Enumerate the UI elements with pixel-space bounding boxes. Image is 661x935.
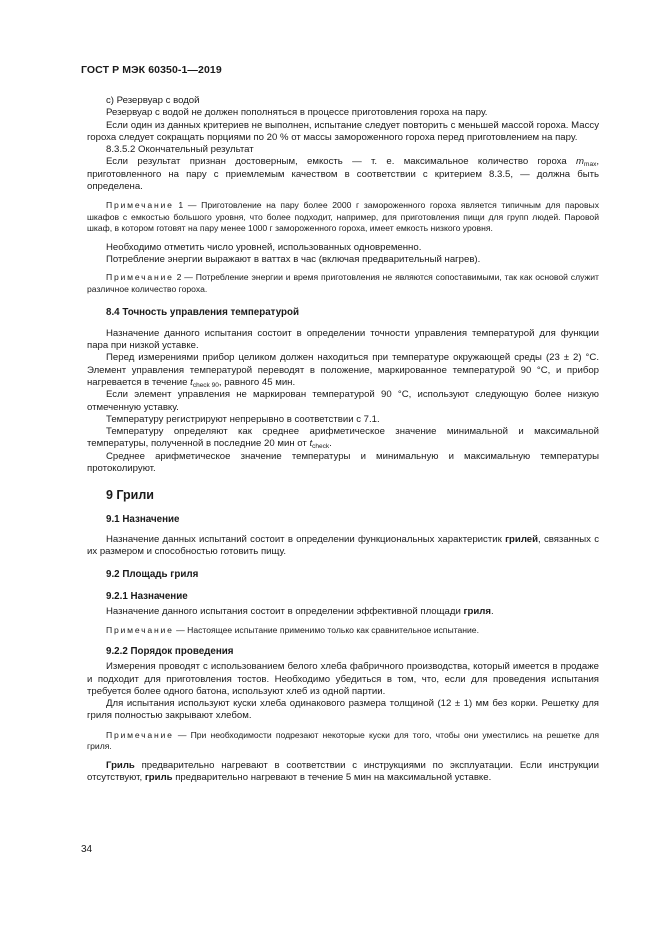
p922-paragraph-3 xyxy=(87,760,599,785)
t-check90-subscript: check 90 xyxy=(192,381,219,389)
document-header: ГОСТ Р МЭК 60350-1—2019 xyxy=(81,64,222,76)
m-subscript: max xyxy=(584,161,597,169)
levels-paragraph: Необходимо отметить число уровней, использованных одновременно. xyxy=(106,241,422,253)
note-2-text: 2 — Потребление энергии и время приготовления не являются сопоставимыми, так как основой служит различное количество гороха. xyxy=(87,272,599,294)
p84-paragraph-5 xyxy=(87,426,599,451)
section-9-2-2-title: 9.2.2 Порядок проведения xyxy=(106,645,234,657)
note-4 xyxy=(87,730,599,753)
result-text-post: , приготовленного на пару с приемлемым качеством в соответствии с критерием 8.3.5, — должна быть определена. xyxy=(87,156,599,193)
m-symbol: m xyxy=(576,156,585,168)
p84-paragraph-1: Назначение данного испытания состоит в определении точности управления температурой для функции пара при низкой уставке. xyxy=(87,327,599,352)
note-3-label: Примечание xyxy=(106,625,174,636)
note-2 xyxy=(87,272,599,295)
section-8-4-title: 8.4 Точность управления температурой xyxy=(106,307,300,319)
p91-pre: Назначение данных испытаний состоит в определении функциональных характеристик xyxy=(106,533,502,545)
section-9-2-1-title: 9.2.1 Назначение xyxy=(106,590,188,602)
p91-post: , связанных с их размером и способностью готовить пищу. xyxy=(87,533,600,558)
section-9-title: 9 Грили xyxy=(106,488,154,503)
section-9-2-title: 9.2 Площадь гриля xyxy=(106,568,199,580)
note-3 xyxy=(87,625,599,637)
p84-2-pre: Перед измерениями прибор целиком должен находиться при температуре окружающей среды (23 ± 2) °С. Элемент управления температурой переводят в положение, маркированное температурой 90 °С, и прибор нагревается в течение xyxy=(87,352,599,388)
p91-paragraph xyxy=(87,534,599,559)
p84-paragraph-2 xyxy=(87,352,599,389)
t-symbol-2: t xyxy=(309,438,313,450)
p84-5-post: . xyxy=(329,438,332,450)
p922-3-bold-2: гриль xyxy=(144,771,173,783)
p922-3-bold-1: Гриль xyxy=(106,759,135,771)
t-symbol: t xyxy=(190,376,193,388)
section-8-3-5-2-title: 8.3.5.2 Окончательный результат xyxy=(106,144,254,156)
note-4-text: — При необходимости подрезают некоторые куски для того, чтобы они уместились на решетке для гриля. xyxy=(87,729,599,752)
page-number: 34 xyxy=(81,844,93,855)
p922-3-post: предварительно нагревают в течение 5 мин на максимальной уставке. xyxy=(172,771,492,783)
item-c-title: с) Резервуар с водой xyxy=(106,95,200,106)
p84-5-pre: Температуру определяют как среднее арифметическое значение минимальной и максимальной температуры, полученной в последние 20 мин от xyxy=(87,426,599,450)
p921-pre: Назначение данного испытания состоит в определении эффективной площади xyxy=(106,606,461,618)
note-1 xyxy=(87,200,599,235)
p84-paragraph-4: Температуру регистрируют непрерывно в соответствии с 7.1. xyxy=(106,413,380,425)
section-9-1-title: 9.1 Назначение xyxy=(106,513,180,525)
p921-paragraph xyxy=(87,606,599,618)
p84-paragraph-6: Среднее арифметическое значение температуры и минимальную и максимальную температуры протоколируют. xyxy=(87,450,599,475)
result-text-pre: Если результат признан достоверным, емкость — т. е. максимальное количество гороха xyxy=(106,156,567,168)
note-3-text: — Настоящее испытание применимо только как сравнительное испытание. xyxy=(173,625,479,636)
p921-post: . xyxy=(490,606,494,618)
p922-3-mid: предварительно нагревают в соответствии с инструкциями по эксплуатации. Если инструкции отсутствуют, xyxy=(87,759,599,783)
note-1-label: Примечание xyxy=(106,200,174,211)
p84-paragraph-3: Если элемент управления не маркирован температурой 90 °С, используют следующую более низкую отмеченную уставку. xyxy=(87,389,599,413)
energy-paragraph: Потребление энергии выражают в ваттах в час (включая предварительный нагрев). xyxy=(106,254,481,266)
p922-paragraph-2: Для испытания используют куски хлеба одинакового размера толщиной (12 ± 1) мм без корки. Решетку для гриля полностью закрывают хлебом. xyxy=(87,698,599,722)
result-paragraph xyxy=(87,156,599,193)
note-1-text: 1 — Приготовление на пару более 2000 г замороженного гороха является типичным для паровых шкафов с емкостью большого уровня, что более подходит, например, для приготовления пищи для групп людей. Паровой шкаф, в котором готовят на пару менее 1000 г замороженного гороха, имеет емкость низкого уровня. xyxy=(87,200,599,234)
p921-bold: гриля xyxy=(463,606,491,618)
note-4-label: Примечание xyxy=(106,729,174,740)
p84-2-post: , равного 45 мин. xyxy=(218,376,296,388)
criteria-paragraph: Если один из данных критериев не выполнен, испытание следует повторить с меньшей массой гороха. Массу гороха следует сокращать порциями по 20 % от массы замороженного гороха перед приготовлением на пару. xyxy=(87,119,599,143)
note-2-label: Примечание xyxy=(106,272,174,283)
page-content xyxy=(87,95,599,784)
p91-bold: грилей xyxy=(505,533,539,545)
item-c-text: Резервуар с водой не должен пополняться в процессе приготовления гороха на пару. xyxy=(106,107,488,119)
p922-paragraph-1: Измерения проводят с использованием белого хлеба фабричного производства, который имеется в продаже и подходит для приготовления тостов. Необходимо убедиться в том, что, если для проведения испытания требуется более одного батона, используют хлеб из одной партии. xyxy=(87,661,599,697)
t-check-subscript: check xyxy=(312,443,330,451)
